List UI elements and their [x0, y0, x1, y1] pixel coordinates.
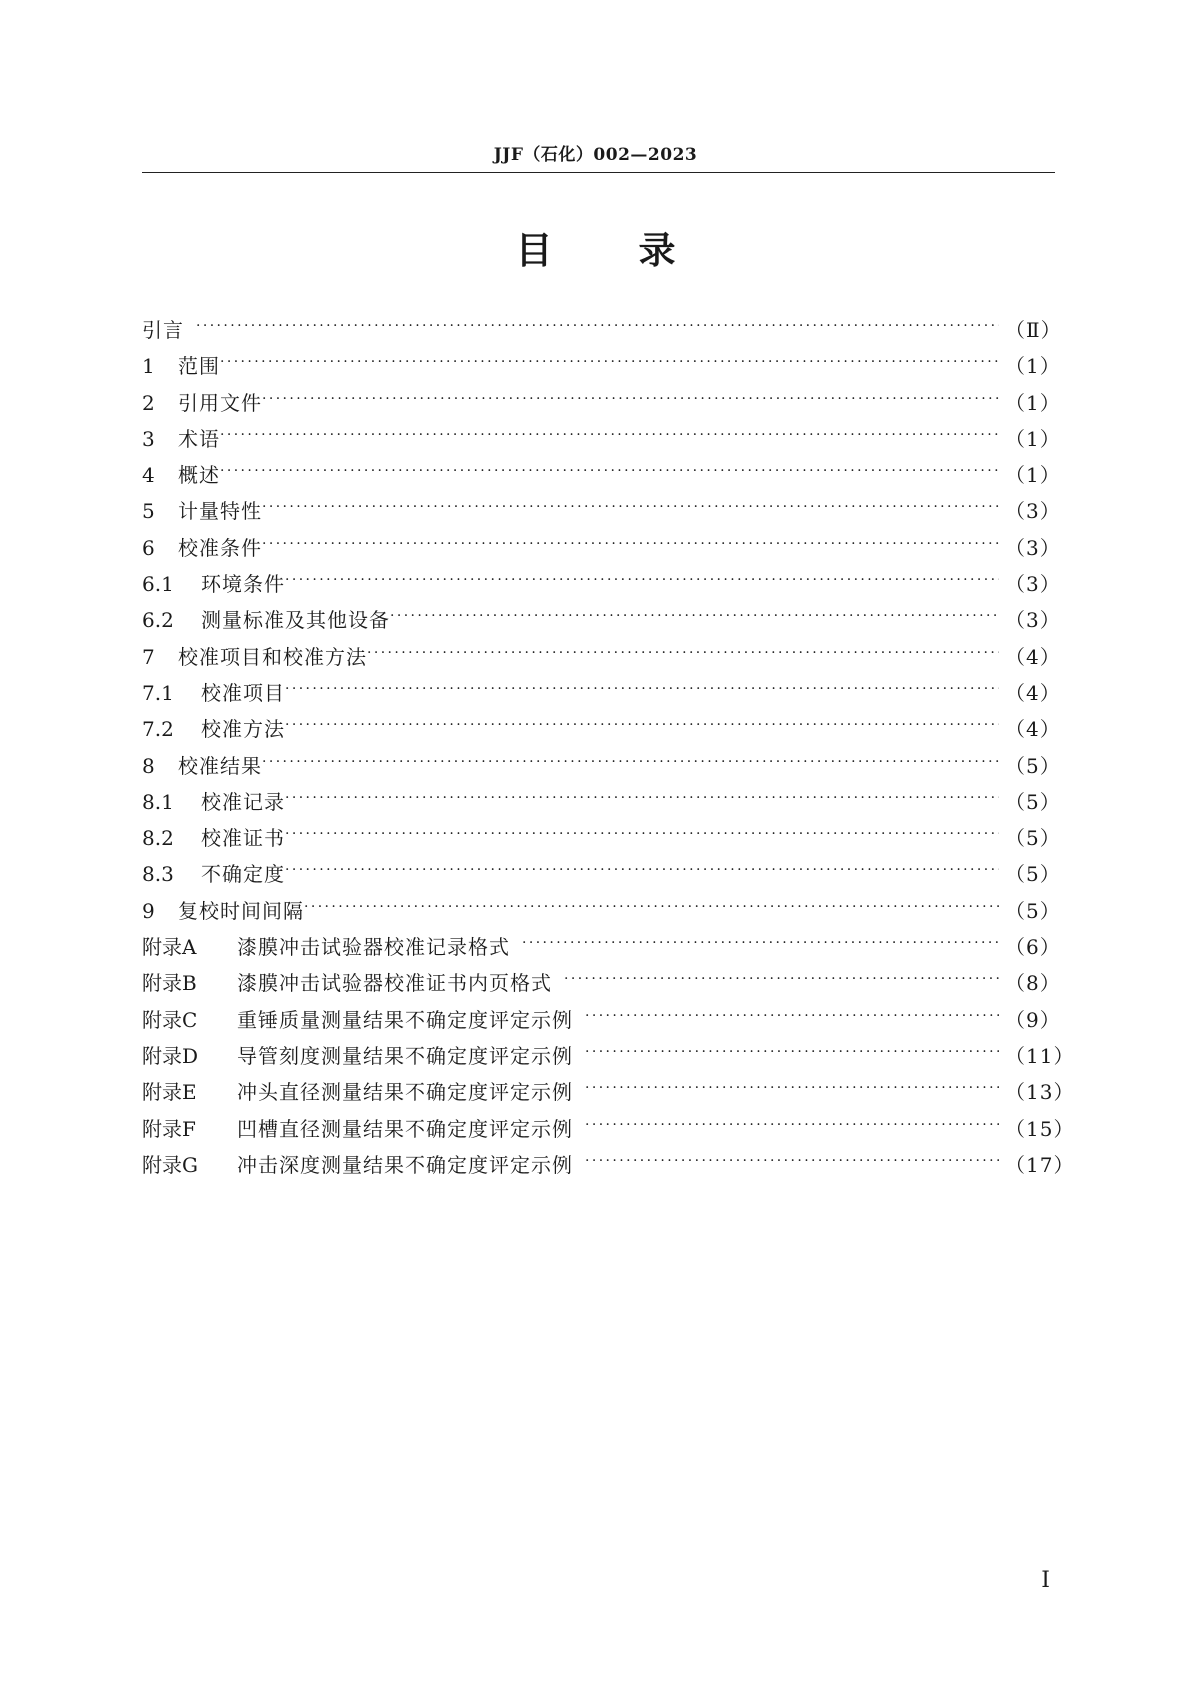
toc-leader-dots	[220, 348, 999, 368]
toc-number: 8	[142, 753, 155, 778]
toc-leader-dots	[285, 820, 999, 840]
toc-leader-dots	[522, 929, 999, 949]
toc-number: 8.3	[142, 862, 174, 887]
document-code-header: JJF（石化）002—2023	[493, 145, 698, 165]
toc-leader-dots	[390, 602, 999, 622]
toc-page: （9）	[1005, 1007, 1061, 1032]
toc-page: （5）	[1005, 789, 1061, 814]
toc-leader-dots	[262, 385, 999, 405]
toc-number: 6.1	[142, 572, 174, 597]
toc-leader-dots	[262, 530, 999, 550]
toc-title: 校准方法	[201, 717, 285, 742]
toc-number: 附录E	[142, 1080, 197, 1105]
toc-entry-3[interactable]	[142, 421, 1061, 457]
toc-page: （11）	[1005, 1043, 1075, 1068]
toc-number: 4	[142, 463, 155, 488]
toc-number: 附录C	[142, 1007, 198, 1032]
toc-page: （3）	[1005, 572, 1061, 597]
toc-leader-dots	[585, 1074, 999, 1094]
toc-entry-7[interactable]	[142, 639, 1061, 675]
toc-title: 引用文件	[178, 390, 262, 415]
toc-page: （4）	[1005, 680, 1061, 705]
toc-title: 校准条件	[178, 535, 262, 560]
toc-entry-6-2[interactable]	[142, 602, 1061, 638]
toc-number: 7.2	[142, 717, 174, 742]
toc-leader-dots	[285, 711, 999, 731]
toc-title: 漆膜冲击试验器校准记录格式	[237, 935, 510, 960]
toc-entry-appendix-a[interactable]	[142, 929, 1061, 965]
toc-title: 复校时间间隔	[178, 898, 304, 923]
toc-page: （3）	[1005, 535, 1061, 560]
toc-number: 6.2	[142, 608, 174, 633]
toc-title: 环境条件	[201, 572, 285, 597]
toc-entry-appendix-f[interactable]	[142, 1111, 1075, 1147]
toc-number: 5	[142, 499, 155, 524]
toc-leader-dots	[220, 457, 999, 477]
toc-leader-dots	[220, 421, 999, 441]
toc-leader-dots	[564, 965, 999, 985]
toc-leader-dots	[585, 1002, 999, 1022]
toc-title: 校准结果	[178, 753, 262, 778]
toc-entry-6[interactable]	[142, 530, 1061, 566]
toc-leader-dots	[304, 893, 999, 913]
toc-page: （3）	[1005, 608, 1061, 633]
toc-entry-appendix-e[interactable]	[142, 1074, 1075, 1110]
toc-title: 重锤质量测量结果不确定度评定示例	[237, 1007, 573, 1032]
toc-entry-6-1[interactable]	[142, 566, 1061, 602]
toc-entry-5[interactable]	[142, 493, 1061, 529]
toc-number: 3	[142, 426, 155, 451]
toc-entry-9[interactable]	[142, 893, 1061, 929]
toc-title: 冲头直径测量结果不确定度评定示例	[237, 1080, 573, 1105]
toc-page: （1）	[1005, 390, 1061, 415]
toc-entry-appendix-g[interactable]	[142, 1147, 1075, 1183]
toc-page: （5）	[1005, 898, 1061, 923]
toc-leader-dots	[585, 1038, 999, 1058]
toc-title: 术语	[178, 426, 220, 451]
toc-leader-dots	[585, 1147, 999, 1167]
toc-number: 7	[142, 644, 155, 669]
toc-page: （Ⅱ）	[1005, 318, 1062, 342]
toc-title: 校准项目	[201, 680, 285, 705]
toc-number: 附录G	[142, 1152, 198, 1177]
toc-page: （5）	[1005, 862, 1061, 887]
toc-page: （1）	[1005, 426, 1061, 451]
toc-leader-dots	[285, 566, 999, 586]
table-of-contents	[142, 312, 1075, 1183]
toc-number: 7.1	[142, 680, 174, 705]
toc-entry-intro[interactable]	[142, 312, 1062, 348]
toc-page: （4）	[1005, 717, 1061, 742]
toc-title: 校准项目和校准方法	[178, 644, 367, 669]
page-title	[0, 228, 1191, 274]
toc-page: （13）	[1005, 1080, 1075, 1105]
toc-leader-dots	[367, 639, 999, 659]
toc-number: 附录F	[142, 1116, 196, 1141]
toc-leader-dots	[262, 748, 999, 768]
toc-page: （4）	[1005, 644, 1061, 669]
toc-page: （5）	[1005, 753, 1061, 778]
toc-page: （5）	[1005, 826, 1061, 851]
toc-leader-dots	[285, 675, 999, 695]
toc-entry-appendix-d[interactable]	[142, 1038, 1075, 1074]
toc-page: （3）	[1005, 499, 1061, 524]
toc-page: （6）	[1005, 935, 1061, 960]
toc-entry-2[interactable]	[142, 385, 1061, 421]
toc-page: （8）	[1005, 971, 1061, 996]
page-number: Ⅰ	[1041, 1568, 1050, 1593]
toc-title: 引言	[142, 318, 184, 342]
toc-title: 不确定度	[201, 862, 285, 887]
toc-page: （1）	[1005, 463, 1061, 488]
toc-number: 1	[142, 354, 155, 379]
toc-entry-1[interactable]	[142, 348, 1061, 384]
toc-title: 概述	[178, 463, 220, 488]
toc-leader-dots	[585, 1111, 999, 1131]
toc-number: 附录A	[142, 935, 197, 960]
toc-leader-dots	[285, 856, 999, 876]
toc-entry-8-2[interactable]	[142, 820, 1061, 856]
toc-number: 附录D	[142, 1043, 199, 1068]
toc-leader-dots	[196, 312, 999, 332]
title-char-2: 录	[638, 229, 676, 272]
toc-entry-4[interactable]	[142, 457, 1061, 493]
toc-number: 6	[142, 535, 155, 560]
title-char-1: 目	[515, 229, 553, 272]
toc-number: 8.1	[142, 789, 174, 814]
toc-number: 9	[142, 898, 155, 923]
toc-entry-7-2[interactable]	[142, 711, 1061, 747]
toc-title: 范围	[178, 354, 220, 379]
toc-entry-appendix-b[interactable]	[142, 965, 1061, 1001]
toc-entry-8[interactable]	[142, 748, 1061, 784]
toc-number: 附录B	[142, 971, 197, 996]
toc-title: 凹槽直径测量结果不确定度评定示例	[237, 1116, 573, 1141]
toc-entry-appendix-c[interactable]	[142, 1002, 1061, 1038]
toc-page: （17）	[1005, 1152, 1075, 1177]
toc-title: 测量标准及其他设备	[201, 608, 390, 633]
toc-page: （1）	[1005, 354, 1061, 379]
toc-title: 导管刻度测量结果不确定度评定示例	[237, 1043, 573, 1068]
header-divider	[142, 172, 1055, 173]
toc-entry-8-1[interactable]	[142, 784, 1061, 820]
toc-number: 2	[142, 390, 155, 415]
toc-leader-dots	[285, 784, 999, 804]
toc-leader-dots	[262, 493, 999, 513]
toc-entry-8-3[interactable]	[142, 856, 1061, 892]
toc-title: 校准记录	[201, 789, 285, 814]
toc-entry-7-1[interactable]	[142, 675, 1061, 711]
toc-title: 计量特性	[178, 499, 262, 524]
toc-title: 漆膜冲击试验器校准证书内页格式	[237, 971, 552, 996]
toc-number: 8.2	[142, 826, 174, 851]
toc-page: （15）	[1005, 1116, 1075, 1141]
toc-title: 校准证书	[201, 826, 285, 851]
toc-title: 冲击深度测量结果不确定度评定示例	[237, 1152, 573, 1177]
